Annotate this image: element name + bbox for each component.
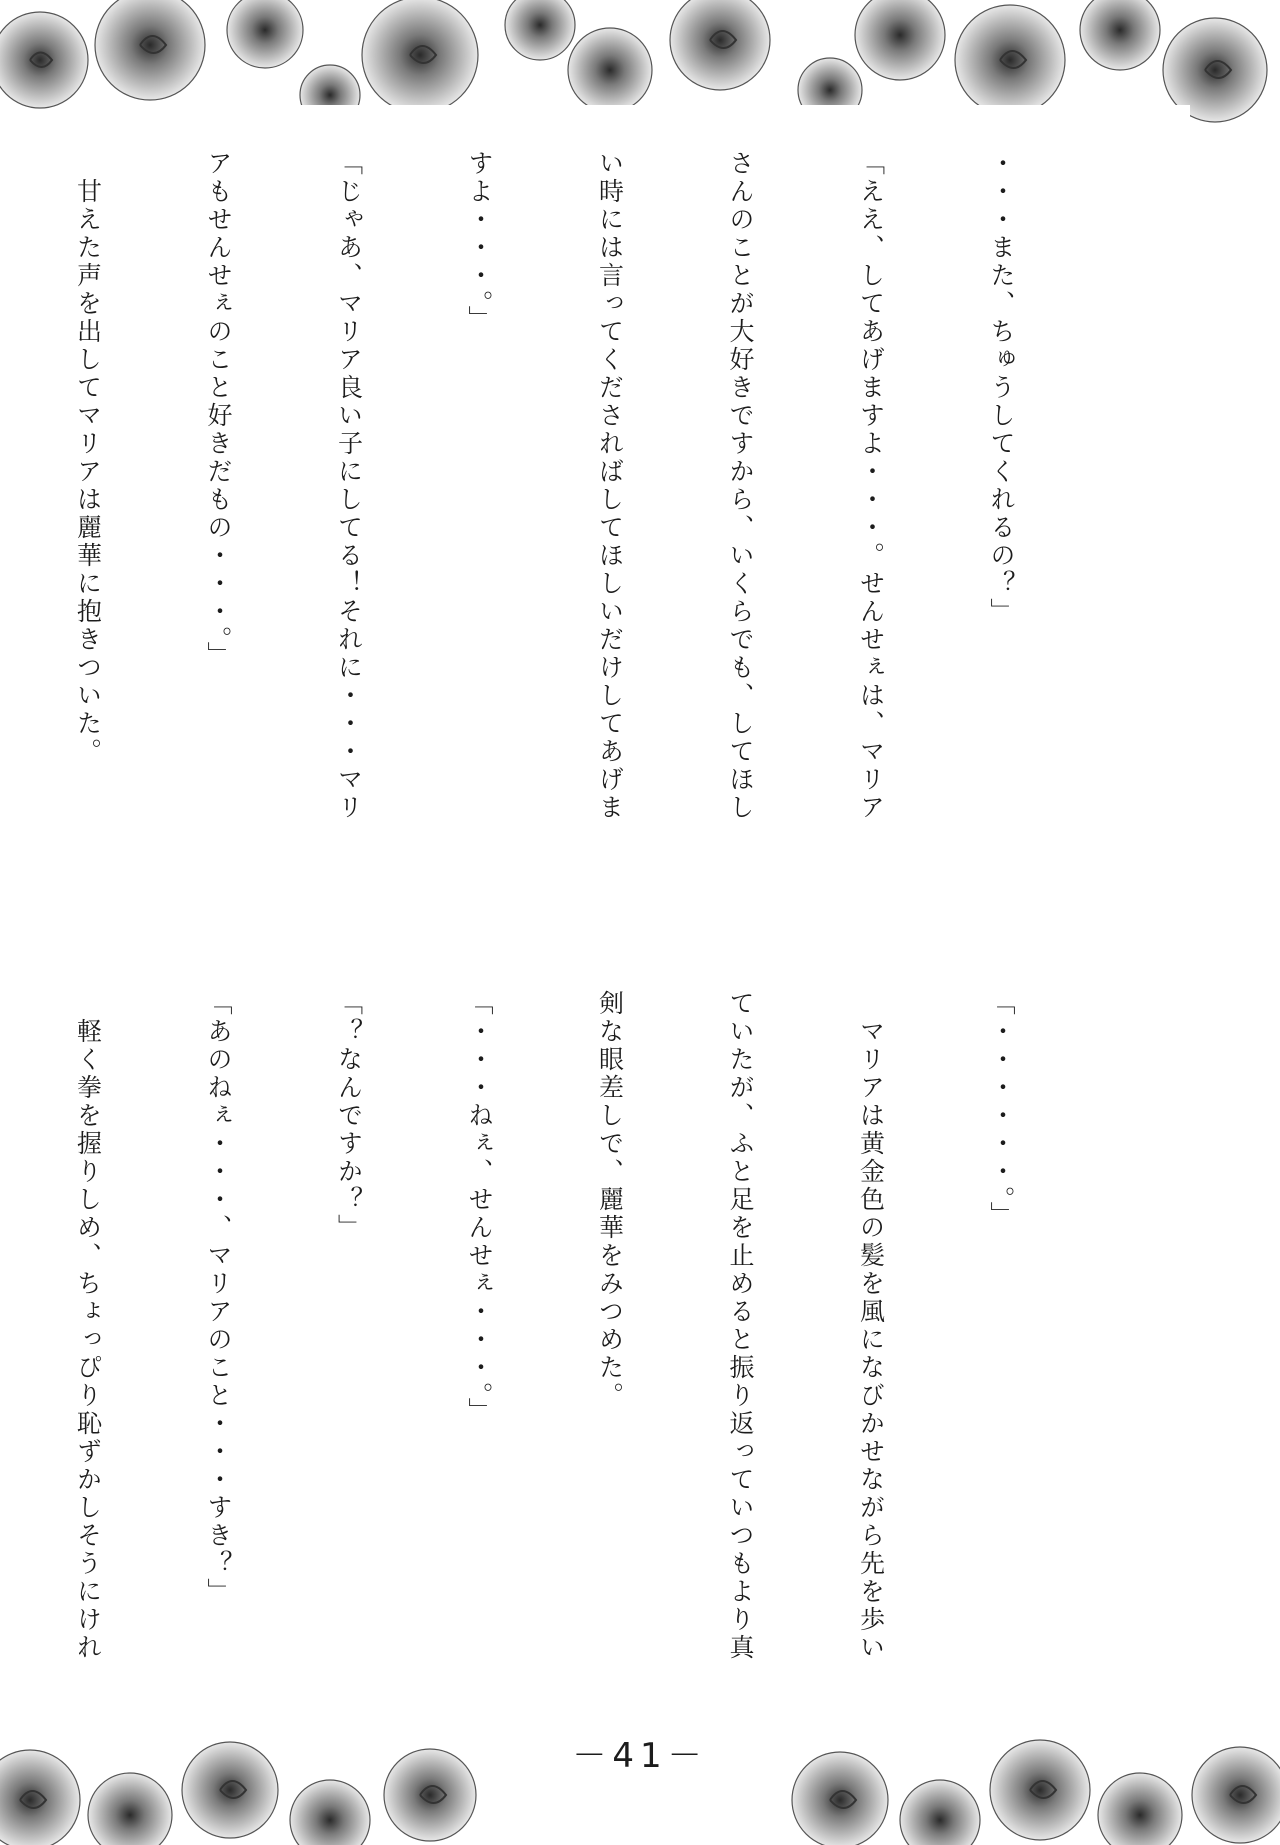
rose-border-top <box>0 0 1280 130</box>
text-line: アもせんせぇのこと好きだもの・・・。」 <box>204 150 233 670</box>
text-line: マリアは黄金色の髪を風になびかせながら先を歩い <box>856 990 886 1662</box>
text-line: 「ええ、してあげますよ・・・。せんせぇは、マリア <box>856 150 886 822</box>
text-column-block-top <box>73 150 1110 870</box>
text-line: 「あのねぇ・・・、マリアのこと・・・すき？」 <box>204 990 233 1606</box>
text-line: 甘えた声を出してマリアは麗華に抱きついた。 <box>73 150 103 766</box>
text-line: ていたが、ふと足を止めると振り返っていつもより真 <box>726 990 755 1662</box>
text-line: 剣な眼差しで、麗華をみつめた。 <box>595 990 625 1410</box>
text-line: 「・・・・・・。」 <box>987 990 1016 1230</box>
text-line: すよ・・・。」 <box>465 150 494 334</box>
rose-pattern-icon <box>0 0 1280 130</box>
text-line: 軽く拳を握りしめ、ちょっぴり恥ずかしそうにけれ <box>73 990 103 1662</box>
text-line: さんのことが大好きですから、いくらでも、してほし <box>726 150 755 822</box>
page-number: －41－ <box>572 1736 708 1776</box>
text-line: 「じゃあ、マリア良い子にしてる！それに・・・マリ <box>334 150 364 822</box>
text-line: ・・・また、ちゅうしてくれるの？」 <box>987 150 1016 626</box>
text-line: 「？なんですか？」 <box>334 990 364 1242</box>
text-line: い時には言ってくださればしてほしいだけしてあげま <box>595 150 625 822</box>
text-column-block-bottom <box>73 990 1110 1690</box>
text-line: 「・・・ねぇ、せんせぇ・・・。」 <box>465 990 494 1426</box>
